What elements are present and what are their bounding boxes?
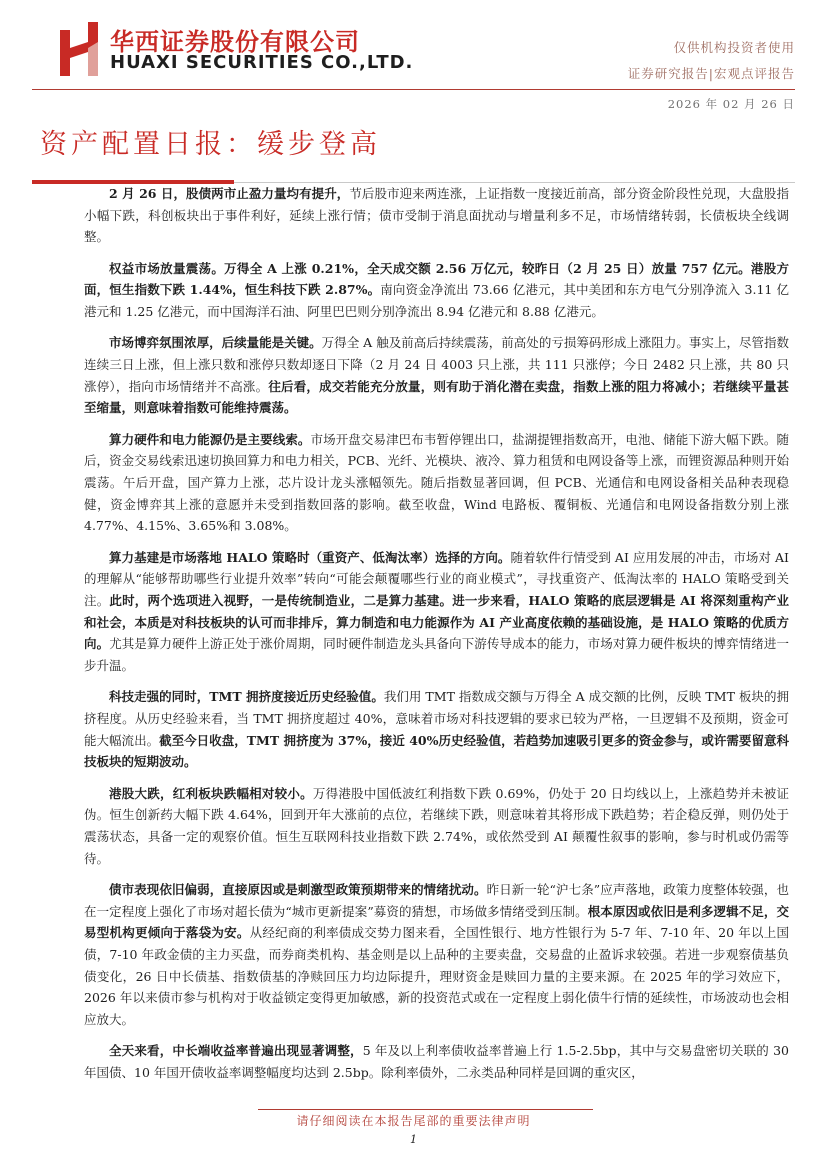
emphasis-text: 全天来看，中长端收益率普遍出现显著调整， (109, 1043, 363, 1059)
footer-divider (258, 1109, 593, 1110)
body-text: 随着软件行情受到 AI 应用发展的冲击，市场对 AI 的理解从“能够帮助哪些行业提升效率”转向“可能会颠覆哪些行业的商业模式”，寻找重资产、低淘汰率的 HALO 策略受到关注。 (84, 549, 789, 608)
report-body (84, 183, 789, 1093)
body-paragraph (84, 429, 789, 538)
emphasis-text: 2 月 26 日，股债两市止盈力量均有提升， (109, 186, 350, 201)
emphasis-text: 往后看，成交若能充分放量，则有助于消化潜在卖盘，指数上涨的阻力将减小；若继续平量甚至缩量，则意味着指数可能维持震荡。 (84, 378, 789, 416)
emphasis-text: 港股大跌，红利板块跌幅相对较小。 (109, 785, 313, 801)
emphasis-text: 权益市场放量震荡。万得全 A 上涨 0.21%，全天成交额 2.56 万亿元，较昨日（2 月 25 日）放量 757 亿元。港股方面，恒生指数下跌 1.44%，恒生科技下跌 2.87%。 (84, 260, 789, 298)
emphasis-text: 截至今日收盘，TMT 拥挤度为 37%，接近 40%历史经验值，若趋势加速吸引更多的资金参与，或许需要留意科技板块的短期波动。 (84, 732, 789, 770)
body-text: 昨日新一轮“沪七条”应声落地，政策力度整体较强，也在一定程度上强化了市场对超长债为“城市更新提案”募资的猜想，市场做多情绪受到压制。 (84, 881, 789, 919)
body-paragraph (84, 332, 789, 419)
company-name-cn: 华西证券股份有限公司 (110, 28, 360, 56)
body-text: 我们用 TMT 指数成交额与万得全 A 成交额的比例，反映 TMT 板块的拥挤程度。从历史经验来看，当 TMT 拥挤度超过 40%，意味着市场对科技逻辑的要求已较为严格，一旦逻辑不及预期，资金可能大幅流出。 (84, 689, 789, 748)
emphasis-text: 科技走强的同时，TMT 拥挤度接近历史经验值。 (109, 689, 384, 705)
page-title: 资产配置日报：缓步登高 (40, 129, 381, 160)
body-paragraph (84, 183, 789, 248)
body-paragraph (84, 686, 789, 773)
body-text: 万得港股中国低波红利指数下跌 0.69%，仍处于 20 日均线以上，上涨趋势并未被证伪。恒生创新药大幅下跌 4.64%，回到开年大涨前的点位，若继续下跌，则意味着其将形成下跌趋势；若企稳反弹，则仍处于震荡状态，具备一定的观察价值。恒生互联网科技业指数下跌 2.74%，或依然受到 AI 颠覆性叙事的影响，参与时机或仍需等待。 (84, 785, 789, 866)
huaxi-logo-icon (58, 22, 100, 76)
body-paragraph (84, 547, 789, 677)
body-paragraph (84, 783, 789, 870)
emphasis-text: 此时，两个选项进入视野，一是传统制造业，二是算力基建。进一步来看，HALO 策略的底层逻辑是 AI 将深刻重构产业和社会，本质是对科技板块的认可而非排斥，算力制造和电力能源作为 AI 产业高度依赖的基础设施，是 HALO 策略的优质方向。 (84, 592, 789, 652)
emphasis-text: 市场博弈氛围浓厚，后续量能是关键。 (109, 335, 322, 351)
legal-notice: 请仔细阅读在本报告尾部的重要法律声明 (296, 1114, 531, 1128)
body-text: 万得全 A 触及前高后持续震荡，前高处的亏损筹码形成上涨阻力。事实上，尽管指数连续三日上涨，但上涨只数和涨停只数却逐日下降（2 月 24 日 4003 只上涨，共 111 只涨停；今日 2482 只上涨，共 80 只涨停），指向市场情绪并不高涨。 (84, 335, 789, 394)
emphasis-text: 债市表现依旧偏弱，直接原因或是刺激型政策预期带来的情绪扰动。 (109, 881, 487, 897)
body-paragraph (84, 879, 789, 1031)
page-number: 1 (410, 1133, 417, 1146)
emphasis-text: 根本原因或依旧是利多逻辑不足，交易型机构更倾向于落袋为安。 (84, 903, 789, 941)
body-paragraph (84, 1040, 789, 1083)
report-date: 2026 年 02 月 26 日 (667, 97, 795, 111)
body-text: 5 年及以上利率债收益率普遍上行 1.5-2.5bp，其中与交易盘密切关联的 30 年国债、10 年国开债收益率调整幅度均达到 2.5bp。除利率债外，二永类品种同样是回调的重灾区， (84, 1043, 789, 1081)
body-text: 市场开盘交易津巴布韦暂停锂出口，盐湖提锂指数高开，电池、储能下游大幅下跌。随后，资金交易线索迅速切换回算力和电力相关，PCB、光纤、光模块、液冷、算力租赁和电网设备等上涨，而锂资源品种则开始震荡。午后开盘，国产算力上涨，芯片设计龙头涨幅领先。随后指数显著回调，但 PCB、光通信和电网设备相关品种表现稳健，资金博弈其上涨的意愿并未受到指数回落的影响。截至收盘，Wind 电路板、覆铜板、光通信和电网设备指数分别上涨 4.77%、4.15%、3.65%和 3.08%。 (84, 431, 789, 534)
emphasis-text: 算力基建是市场落地 HALO 策略时（重资产、低淘汰率）选择的方向。 (109, 549, 511, 565)
body-paragraph (84, 258, 789, 323)
header-divider (32, 89, 795, 90)
company-name-en: HUAXI SECURITIES CO.,LTD. (110, 52, 414, 73)
body-text: 南向资金净流出 73.66 亿港元，其中美团和东方电气分别净流入 3.11 亿港元和 1.25 亿港元，而中国海洋石油、阿里巴巴则分别净流出 8.94 亿港元和 8.88 亿港元。 (84, 282, 789, 320)
report-category: 证券研究报告|宏观点评报告 (627, 66, 795, 81)
body-text: 尤其是算力硬件上游正处于涨价周期，同时硬件制造龙头具备向下游传导成本的能力，市场对算力硬件板块的博弈情绪进一步升温。 (84, 636, 789, 674)
audience-notice: 仅供机构投资者使用 (673, 40, 795, 55)
body-text: 节后股市迎来两连涨，上证指数一度接近前高，部分资金阶段性兑现，大盘股指小幅下跌，科创板块出于事件利好，延续上涨行情；债市受制于消息面扰动与增量利多不足，市场情绪转弱，长债板块全线调整。 (84, 186, 789, 245)
emphasis-text: 算力硬件和电力能源仍是主要线索。 (109, 431, 311, 447)
body-text: 从经纪商的利率债成交势力图来看，全国性银行、地方性银行为 5-7 年、7-10 年、20 年以上国债，7-10 年政金债的主力买盘，而券商类机构、基金则是以上品种的主要卖盘，交易盘的止盈诉求较强。若进一步观察债基负债变化，26 日中长债基、指数债基的净赎回压力均边际提升，理财资金是赎回力量的主要来源。在 2025 年的学习效应下，2026 年以来债市参与机构对于收益锁定变得更加敏感，新的投资范式或在一定程度上弱化债牛行情的延续性，市场波动也会相应放大。 (84, 925, 789, 1028)
